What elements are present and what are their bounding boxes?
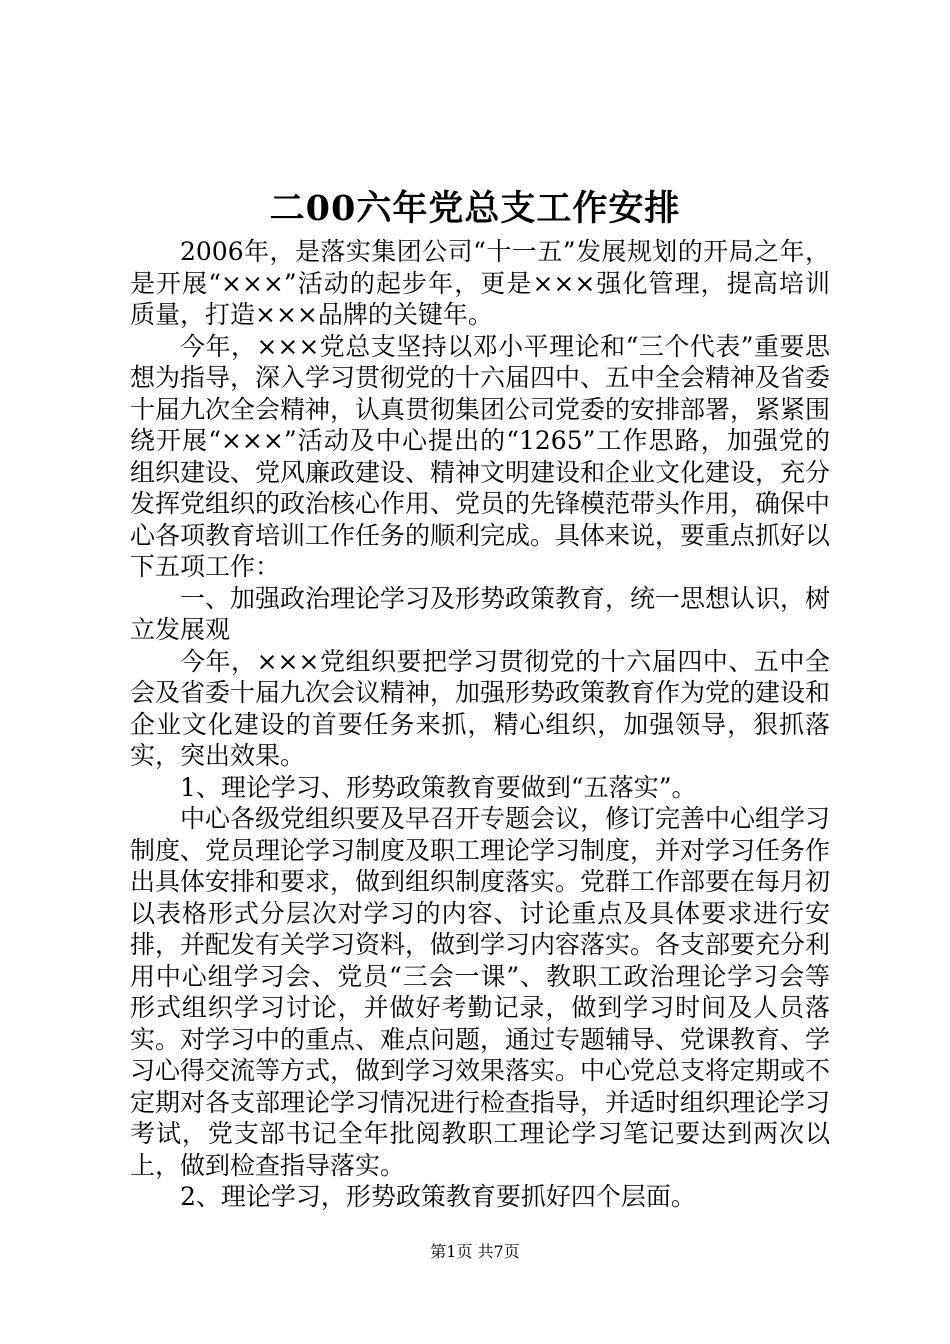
paragraph-overview: 今年，×××党总支坚持以邓小平理论和“三个代表”重要思想为指导，深入学习贯彻党的十六届四中、五中全会精神及省委十届九次全会精神，认真贯彻集团公司党委的安排部署，紧紧围绕开展“×××”活动及中心提出的“1265”工作思路，加强党的组织建设、党风廉政建设、精神文明建设和企业文化建设，充分发挥党组织的政治核心作用、党员的先锋模范带头作用，确保中心各项教育培训工作任务的顺利完成。具体来说，要重点抓好以下五项工作： (130, 331, 831, 581)
subheading-1: 1、理论学习、形势政策教育要做到“五落实”。 (180, 772, 697, 802)
section-heading-1: 一、加强政治理论学习及形势政策教育，统一思想认识，树立发展观 (130, 583, 831, 644)
page-number: 第1页 共7页 (430, 1242, 520, 1261)
paragraph-section-1: 今年，×××党组织要把学习贯彻党的十六届四中、五中全会及省委十届九次会议精神，加强形势政策教育作为党的建设和企业文化建设的首要任务来抓，精心组织，加强领导，狠抓落实，突出效果。 (130, 646, 831, 770)
document-title: 二00六年党总支工作安排 (269, 188, 681, 229)
paragraph-five-implementations: 中心各级党组织要及早召开专题会议，修订完善中心组学习制度、党员理论学习制度及职工理论学习制度，并对学习任务作出具体安排和要求，做到组织制度落实。党群工作部要在每月初以表格形式分层次对学习的内容、讨论重点及具体要求进行安排，并配发有关学习资料，做到学习内容落实。各支部要充分利用中心组学习会、党员“三会一课”、教职工政治理论学习会等形式组织学习讨论，并做好考勤记录，做到学习时间及人员落实。对学习中的重点、难点问题，通过专题辅导、党课教育、学习心得交流等方式，做到学习效果落实。中心党总支将定期或不定期对各支部理论学习情况进行检查指导，并适时组织理论学习考试，党支部书记全年批阅教职工理论学习笔记要达到两次以上，做到检查指导落实。 (130, 804, 831, 1180)
paragraph-intro: 2006年，是落实集团公司“十一五”发展规划的开局之年，是开展“×××”活动的起步年，更是×××强化管理，提高培训质量，打造×××品牌的关键年。 (130, 237, 830, 329)
document-body (130, 236, 830, 1213)
subheading-2: 2、理论学习，形势政策教育要抓好四个层面。 (180, 1182, 696, 1211)
